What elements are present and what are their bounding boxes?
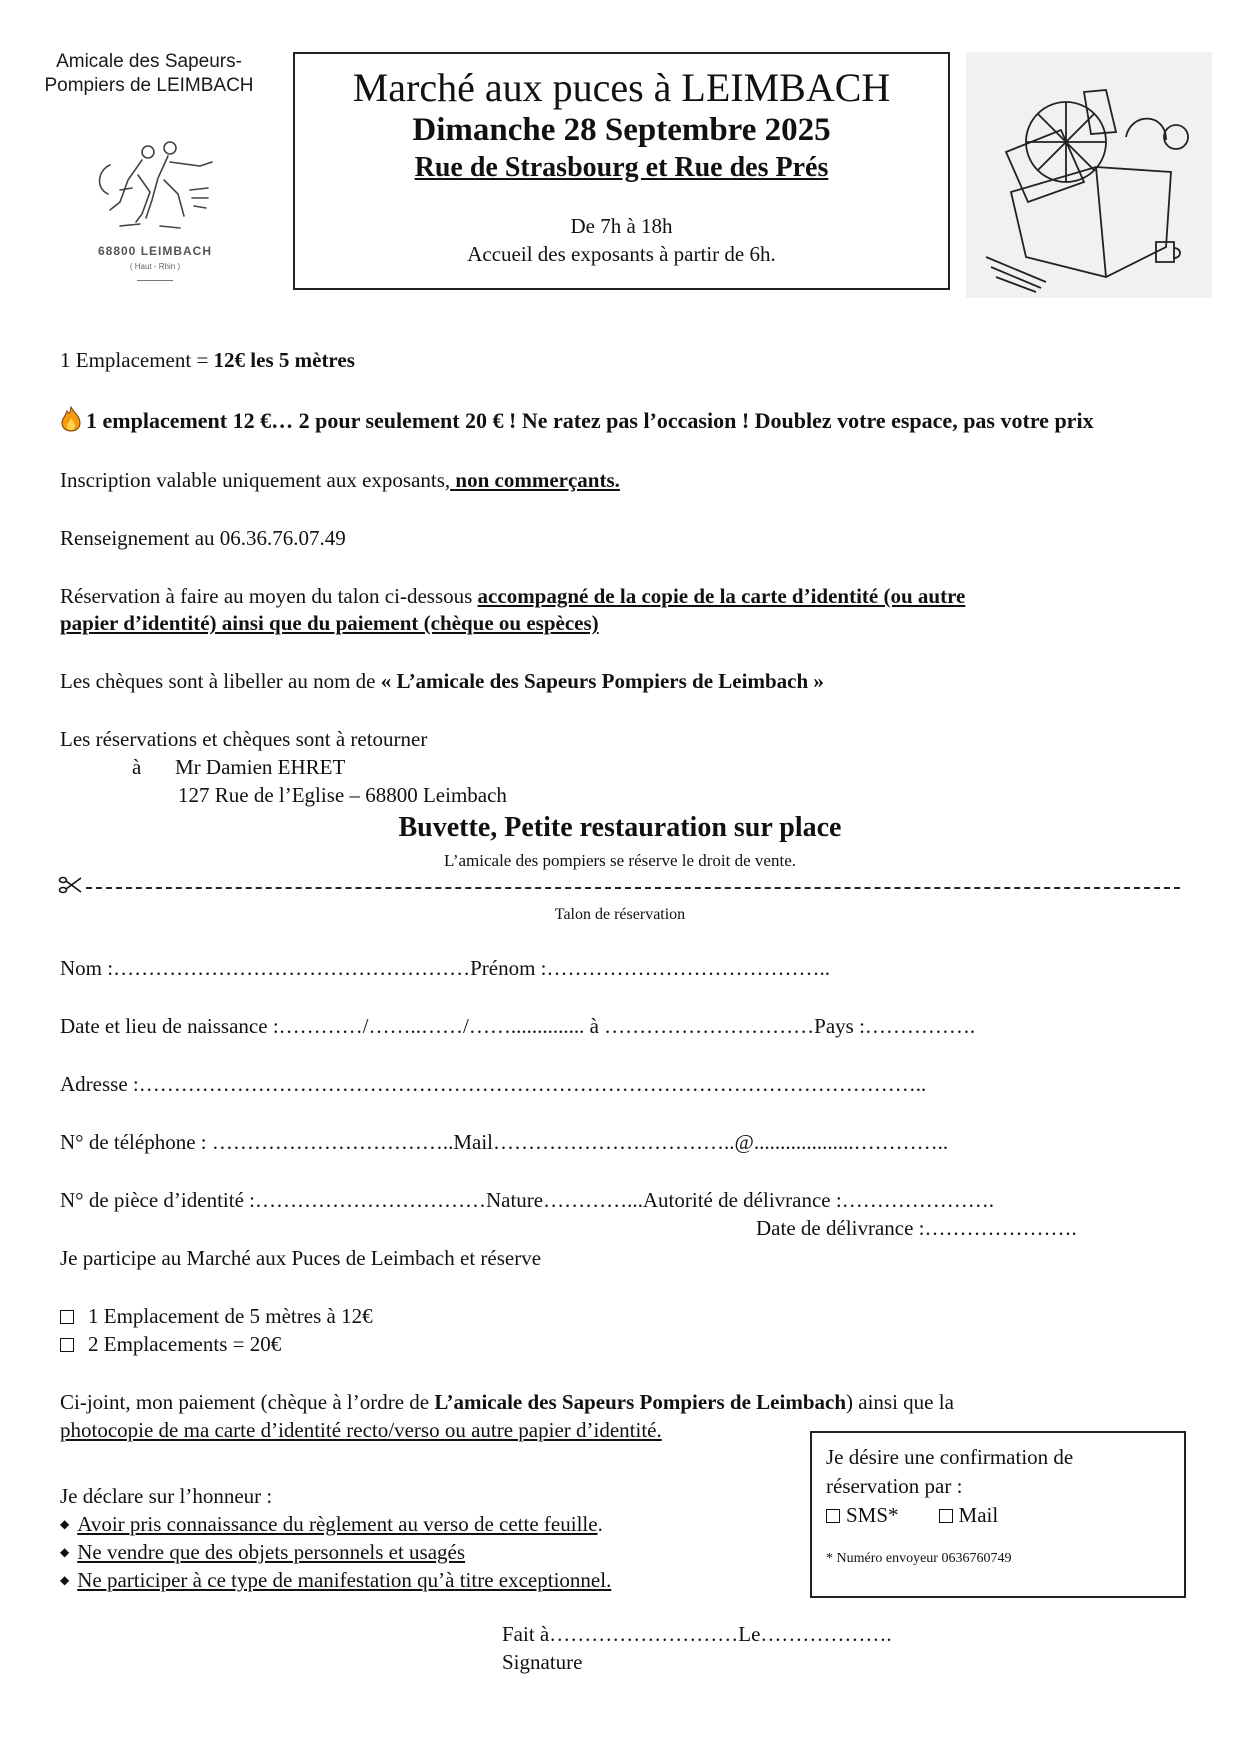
event-location: Rue de Strasbourg et Rue des Prés — [414, 152, 829, 183]
cheque-line — [60, 667, 824, 695]
return-line: Les réservations et chèques sont à retourner — [60, 727, 428, 751]
declaration-text-1: Avoir pris connaissance du règlement au verso de cette feuille — [77, 1512, 598, 1536]
buvette-title: Buvette, Petite restauration sur place — [398, 812, 842, 843]
birth-field[interactable]: Date et lieu de naissance :…………/……..……/…….............. à …………………………Pays :……………. — [60, 1014, 976, 1038]
name-field[interactable]: Nom :……………………………………………Prénom :………………………………….. — [60, 956, 830, 980]
payment-line-2: photocopie de ma carte d’identité recto/verso ou autre papier d’identité. — [60, 1418, 662, 1442]
address-field[interactable]: Adresse :………………………………………………………………………………………………….. — [60, 1072, 927, 1096]
reservation-requirement-1: accompagné de la copie de la carte d’identité (ou autre — [477, 584, 966, 608]
event-date: Dimanche 28 Septembre 2025 — [412, 112, 831, 148]
declaration-text-3: Ne participer à ce type de manifestation qu’à titre exceptionnel. — [77, 1568, 612, 1592]
id-date-field[interactable]: Date de délivrance :…………………. — [756, 1216, 1077, 1240]
option-one-spot-label: 1 Emplacement de 5 mètres à 12€ — [88, 1304, 373, 1328]
dashed-separator — [86, 887, 1180, 889]
confirmation-box — [810, 1431, 1186, 1598]
logo-caption: 68800 LEIMBACH — [97, 244, 213, 258]
reservation-prefix: Réservation à faire au moyen du talon ci-dessous — [60, 584, 478, 608]
cheque-prefix: Les chèques sont à libeller au nom de — [60, 669, 381, 693]
reservation-line-1 — [60, 582, 965, 610]
pricing-line — [60, 346, 355, 374]
info-phone: Renseignement au 06.36.76.07.49 — [60, 526, 346, 550]
pricing-value: 12€ les 5 mètres — [213, 348, 355, 372]
buvette-note: L’amicale des pompiers se réserve le droit de vente. — [444, 851, 796, 870]
declaration-item — [60, 1510, 611, 1538]
id-document-field[interactable]: N° de pièce d’identité :……………………………Nature…………...Autorité de délivrance :…………………. — [60, 1188, 994, 1212]
diamond-bullet-icon: ◆ — [60, 1573, 70, 1587]
phone-mail-field[interactable]: N° de téléphone : ……………………………..Mail……………………………..@...................………….. — [60, 1130, 949, 1154]
exhibitor-welcome: Accueil des exposants à partir de 6h. — [467, 242, 776, 266]
declaration-text-2: Ne vendre que des objets personnels et usagés — [77, 1540, 466, 1564]
flea-market-box-illustration-icon — [966, 52, 1212, 298]
event-title-box — [293, 52, 950, 290]
signature-block — [502, 1620, 892, 1676]
cheque-payee: « L’amicale des Sapeurs Pompiers de Leimbach » — [380, 669, 824, 693]
confirm-mail-option[interactable] — [939, 1501, 999, 1530]
confirm-sms-label: SMS* — [846, 1503, 899, 1527]
declaration-list — [60, 1510, 611, 1594]
promo-message: 1 emplacement 12 €… 2 pour seulement 20 € ! Ne ratez pas l’occasion ! Doublez votre espace, pas votre prix — [86, 408, 1094, 433]
diamond-bullet-icon: ◆ — [60, 1517, 70, 1531]
return-address: 127 Rue de l’Eglise – 68800 Leimbach — [178, 783, 507, 807]
fire-icon — [60, 406, 82, 432]
eligibility-emphasis: non commerçants. — [450, 468, 620, 492]
option-one-spot[interactable] — [60, 1302, 373, 1330]
declaration-item — [60, 1566, 611, 1594]
checkbox-two-spots[interactable] — [60, 1338, 74, 1352]
payment-payee: L’amicale des Sapeurs Pompiers de Leimbach — [434, 1390, 847, 1414]
confirm-mail-label: Mail — [958, 1503, 999, 1527]
organization-line-1: Amicale des Sapeurs- — [56, 51, 242, 72]
place-date-field[interactable]: Fait à………………………Le………………. — [502, 1622, 892, 1646]
return-to-prefix: à — [132, 755, 142, 779]
diamond-bullet-icon: ◆ — [60, 1545, 70, 1559]
promo-text — [60, 406, 1160, 435]
checkbox-mail[interactable] — [939, 1509, 953, 1523]
participation-text: Je participe au Marché aux Puces de Leimbach et réserve — [60, 1246, 542, 1270]
checkbox-one-spot[interactable] — [60, 1310, 74, 1324]
form-title: Talon de réservation — [554, 906, 686, 923]
declaration-item — [60, 1538, 611, 1566]
event-title: Marché aux puces à LEIMBACH — [352, 65, 891, 110]
logo-divider — [137, 280, 173, 281]
return-name: Mr Damien EHRET — [175, 755, 346, 779]
confirm-sms-option[interactable] — [826, 1501, 899, 1530]
confirmation-options — [826, 1501, 1170, 1530]
organization-line-2: Pompiers de LEIMBACH — [44, 75, 254, 96]
cut-line — [58, 876, 1180, 900]
scissors-icon — [58, 875, 82, 901]
signature-label: Signature — [502, 1650, 583, 1674]
declaration-text-1-tail: . — [597, 1512, 603, 1536]
checkbox-sms[interactable] — [826, 1509, 840, 1523]
option-two-spots[interactable] — [60, 1330, 281, 1358]
reservation-requirement-2: papier d’identité) ainsi que du paiement (chèque ou espèces) — [60, 611, 599, 635]
payment-prefix: Ci-joint, mon paiement (chèque à l’ordre de — [60, 1390, 435, 1414]
logo-subcaption: ( Haut - Rhin ) — [129, 262, 181, 271]
payment-suffix: ) ainsi que la — [846, 1390, 954, 1414]
declaration-heading: Je déclare sur l’honneur : — [60, 1484, 273, 1508]
sender-number-note: * Numéro envoyeur 0636760749 — [826, 1551, 1012, 1566]
organization-name — [18, 50, 280, 98]
eligibility-text: Inscription valable uniquement aux exposants, — [60, 468, 451, 492]
pricing-label: 1 Emplacement = — [60, 348, 214, 372]
option-two-spots-label: 2 Emplacements = 20€ — [88, 1332, 282, 1356]
confirmation-text: Je désire une confirmation de réservation par : — [826, 1445, 1074, 1498]
event-hours: De 7h à 18h — [570, 214, 673, 238]
payment-line-1 — [60, 1388, 954, 1416]
eligibility-line — [60, 466, 620, 494]
